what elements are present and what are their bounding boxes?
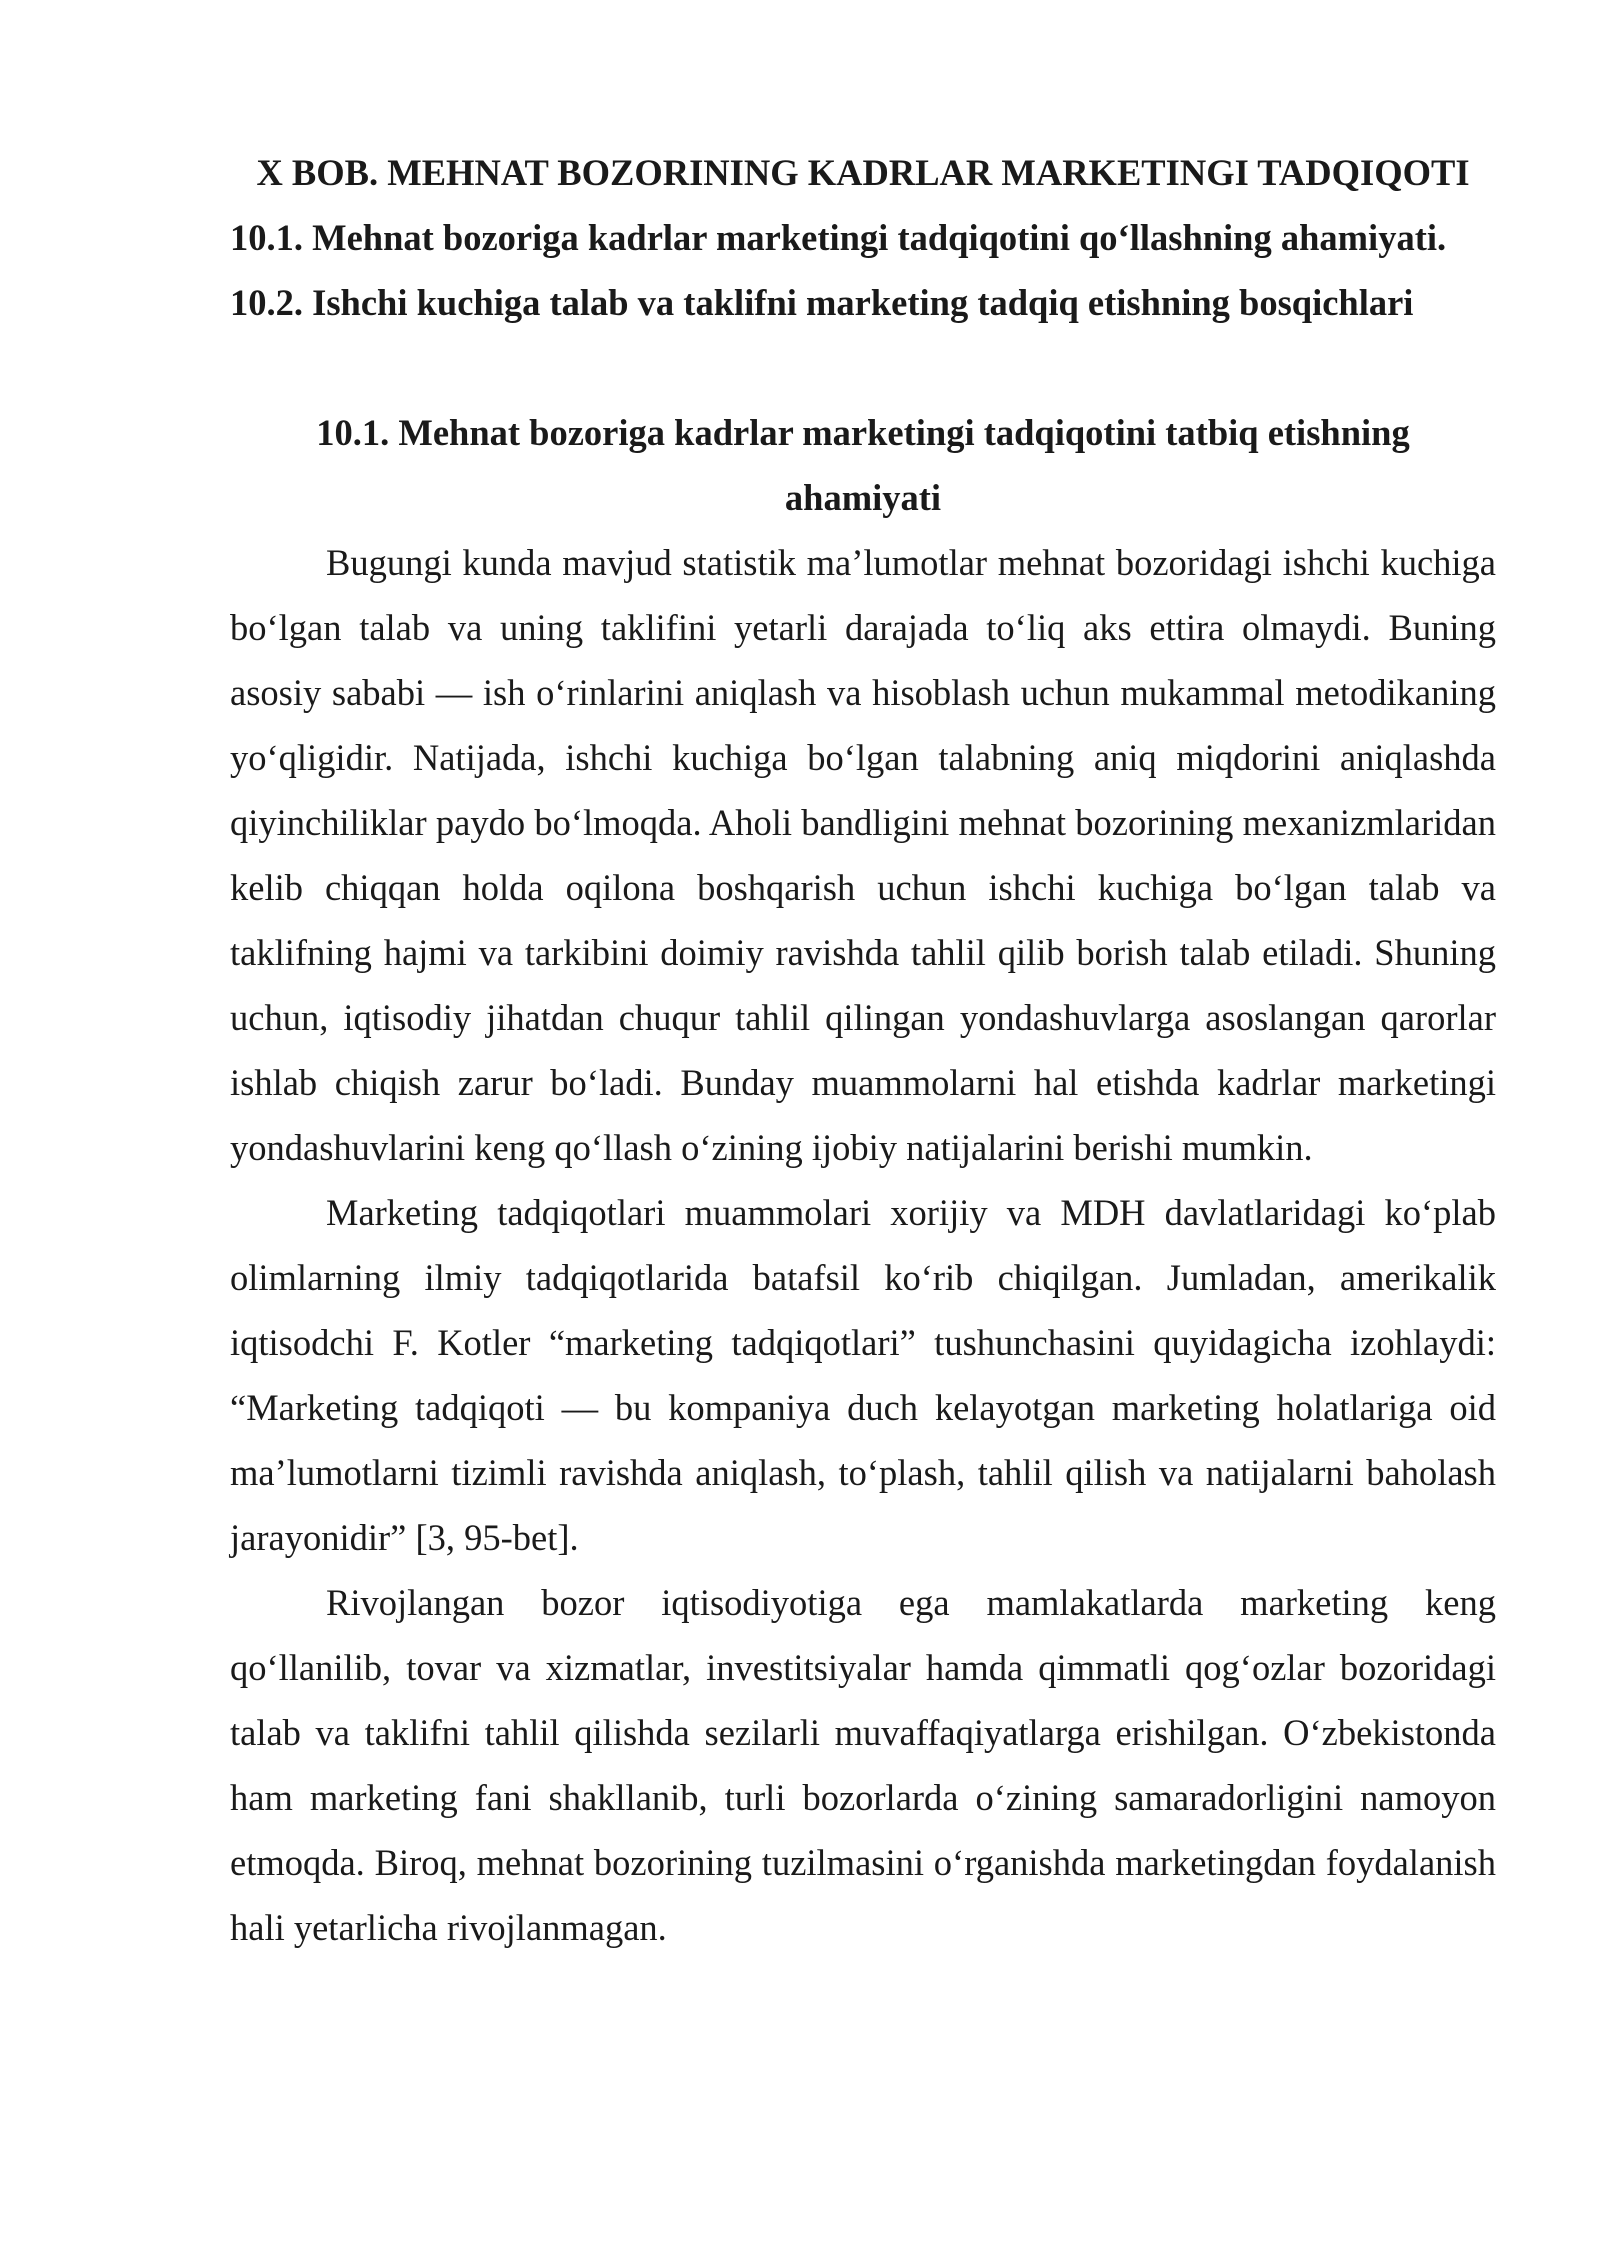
outline-item: 10.1. Mehnat bozoriga kadrlar marketingi tadqiqotini qo‘llashning ahamiyati. xyxy=(230,217,1447,258)
outline-item: 10.2. Ishchi kuchiga talab va taklifni marketing tadqiq etishning bosqichlari xyxy=(230,282,1414,323)
chapter-title: X BOB. MEHNAT BOZORINING KADRLAR MARKETINGI TADQIQOTI xyxy=(256,152,1470,193)
body-paragraph: Marketing tadqiqotlari muammolari xorijiy va MDH davlatlaridagi ko‘plab olimlarning ilmiy tadqiqotlarida batafsil ko‘rib chiqilgan. Jumladan, amerikalik iqtisodchi F. Kotler “marketing tadqiqotlari” tushunchasini quyidagicha izohlaydi: “Marketing tadqiqoti — bu kompaniya duch kelayotgan marketing holatlariga oid ma’lumotlarni tizimli ravishda aniqlash, to‘plash, tahlil qilish va natijalarni baholash jarayonidir” [3, 95-bet]. xyxy=(230,1192,1496,1558)
section-title: 10.1. Mehnat bozoriga kadrlar marketingi tadqiqotini tatbiq etishning ahamiyati xyxy=(316,412,1410,518)
chapter-outline xyxy=(230,205,1496,335)
body-paragraph: Bugungi kunda mavjud statistik ma’lumotlar mehnat bozoridagi ishchi kuchiga bo‘lgan talab va uning taklifini yetarli darajada to‘liq aks ettira olmaydi. Buning asosiy sababi — ish o‘rinlarini aniqlash va hisoblash uchun mukammal metodikaning yo‘qligidir. Natijada, ishchi kuchiga bo‘lgan talabning aniq miqdorini aniqlashda qiyinchiliklar paydo bo‘lmoqda. Aholi bandligini mehnat bozorining mexanizmlaridan kelib chiqqan holda oqilona boshqarish uchun ishchi kuchiga bo‘lgan talab va taklifning hajmi va tarkibini doimiy ravishda tahlil qilib borish talab etiladi. Shuning uchun, iqtisodiy jihatdan chuqur tahlil qilingan yondashuvlarga asoslangan qarorlar ishlab chiqish zarur bo‘ladi. Bunday muammolarni hal etishda kadrlar marketingi yondashuvlarini keng qo‘llash o‘zining ijobiy natijalarini berishi mumkin. xyxy=(230,542,1496,1168)
page-content xyxy=(230,140,1496,1960)
body-paragraph: Rivojlangan bozor iqtisodiyotiga ega mamlakatlarda marketing keng qo‘llanilib, tovar va xizmatlar, investitsiyalar hamda qimmatli qog‘ozlar bozoridagi talab va taklifni tahlil qilishda sezilarli muvaffaqiyatlarga erishilgan. O‘zbekistonda ham marketing fani shakllanib, turli bozorlarda o‘zining samaradorligini namoyon etmoqda. Biroq, mehnat bozorining tuzilmasini o‘rganishda marketingdan foydalanish hali yetarlicha rivojlanmagan. xyxy=(230,1582,1496,1948)
